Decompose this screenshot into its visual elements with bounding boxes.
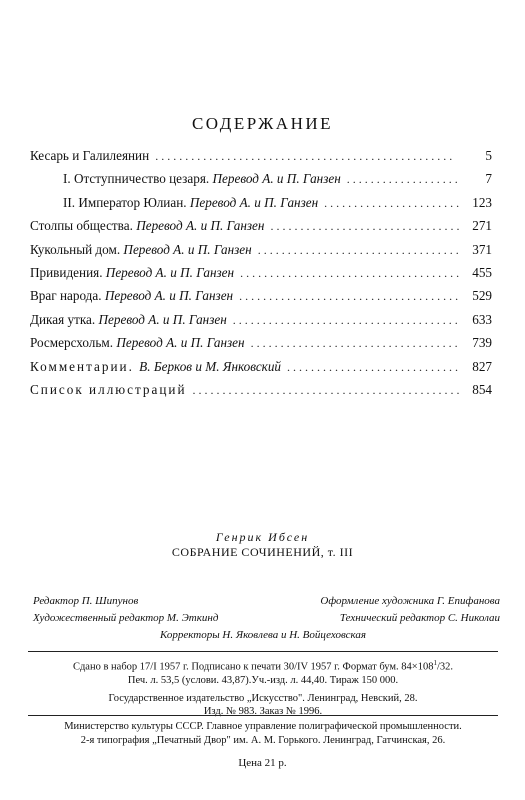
leader-dots: [347, 172, 460, 187]
toc-entry-page: 7: [485, 171, 492, 187]
toc-entry-title: Росмерсхольм.: [30, 335, 117, 351]
leader-dots: [233, 313, 460, 328]
toc-entry: [30, 265, 492, 288]
leader-dots: [287, 360, 460, 375]
leader-dots: [258, 243, 460, 258]
leader-dots: [270, 219, 460, 234]
format-superscript: 1: [433, 659, 437, 667]
toc-entry: [30, 218, 492, 241]
toc-entry-page: 739: [472, 335, 492, 351]
toc-entry-page: 271: [472, 218, 492, 234]
imprint-line-text: Сдано в набор 17/I 1957 г. Подписано к печати 30/IV 1957 г. Формат бум. 84×108: [72, 661, 434, 673]
toc-entry-translator: Перевод А. и П. Ганзен: [136, 218, 265, 234]
toc-entry-translator: Перевод А. и П. Ганзен: [98, 311, 227, 327]
toc-entry-title: Кесарь и Галилеянин: [30, 148, 150, 163]
author-name: Генрик Ибсен: [215, 530, 310, 544]
divider: [28, 715, 498, 716]
work-title: СОБРАНИЕ СОЧИНЕНИЙ, т. III: [171, 545, 354, 559]
imprint-line: Министерство культуры СССР. Главное управление полиграфической промышленности.: [64, 721, 462, 732]
toc-entry-page: 455: [472, 264, 492, 280]
credit-editor: Редактор П. Шипунов: [33, 595, 139, 607]
toc-heading: СОДЕРЖАНИЕ: [191, 114, 334, 133]
toc-entry-title: I. Отступничество цезаря.: [63, 171, 213, 187]
leader-dots: [324, 196, 460, 211]
toc-entry-translator: Перевод А. и П. Ганзен: [104, 288, 234, 304]
imprint-line: Печ. л. 53,5 (услови. 43,87).Уч.-изд. л. 44,40. Тираж 150 000.: [127, 675, 399, 686]
toc-entry-page: 123: [472, 194, 492, 210]
toc-entry-title: Привидения.: [30, 264, 106, 280]
price: Цена 21 р.: [238, 757, 287, 769]
divider: [28, 651, 498, 652]
toc-entry-page: 827: [472, 358, 492, 374]
leader-dots: [240, 266, 460, 281]
toc-entry-title: Враг народа.: [30, 288, 105, 304]
toc-entry-title: Список иллюстраций: [30, 381, 187, 397]
toc-entry-translator: В. Берков и М. Янковский: [139, 358, 282, 374]
toc-entry-translator: Перевод А. и П. Ганзен: [212, 171, 341, 187]
toc-entry: [30, 242, 492, 265]
toc-entry-page: 5: [485, 148, 492, 163]
toc-entry-translator: Перевод А. и П. Ганзен: [116, 335, 245, 351]
toc-entry: [30, 382, 492, 405]
credit-tech-editor: Технический редактор С. Николаи: [339, 612, 500, 624]
toc-entry-title: Столпы общества.: [30, 218, 137, 234]
credits: [33, 595, 500, 646]
credit-proofreaders: Корректоры Н. Яковлева и Н. Войцеховская: [159, 629, 367, 641]
toc-entry: [30, 335, 492, 358]
leader-dots: [193, 383, 460, 398]
imprint-printer: [28, 720, 498, 747]
toc-entry: [30, 195, 492, 218]
toc-entry-page: 529: [472, 288, 492, 304]
toc-entry-title: Дикая утка.: [30, 311, 99, 327]
credit-design: Оформление художника Г. Епифанова: [320, 595, 500, 607]
credit-art-editor: Художественный редактор М. Эткинд: [33, 612, 219, 624]
toc-entry-title: II. Император Юлиан.: [63, 194, 190, 210]
toc-entry-title: Комментарии.: [30, 358, 140, 374]
imprint-line: [28, 657, 498, 674]
imprint-line: Изд. № 983. Заказ № 1996.: [203, 706, 323, 717]
leader-dots: [239, 289, 460, 304]
toc-entry-page: 854: [472, 381, 492, 397]
toc-entry: [30, 148, 492, 171]
toc-entry: [30, 288, 492, 311]
imprint-line: 2-я типография „Печатный Двор" им. А. М. Горького. Ленинград, Гатчинская, 26.: [80, 734, 446, 746]
imprint-print-details: [28, 657, 498, 719]
toc-entry-page: 371: [472, 241, 492, 257]
leader-dots: [155, 149, 460, 164]
imprint-line: Государственное издательство „Искусство". Ленинград, Невский, 28.: [108, 692, 418, 704]
leader-dots: [251, 336, 460, 351]
toc-entry: [30, 359, 492, 382]
toc-entry-title: Кукольный дом.: [30, 241, 124, 257]
table-of-contents: [30, 148, 492, 405]
toc-entry-translator: Перевод А. и П. Ганзен: [105, 264, 235, 280]
toc-entry-page: 633: [472, 311, 492, 327]
toc-entry-translator: Перевод А. и П. Ганзен: [189, 194, 319, 210]
toc-entry: [30, 312, 492, 335]
format-denominator: /32.: [436, 661, 454, 673]
toc-entry: [30, 171, 492, 194]
toc-entry-translator: Перевод А. и П. Ганзен: [123, 241, 252, 257]
